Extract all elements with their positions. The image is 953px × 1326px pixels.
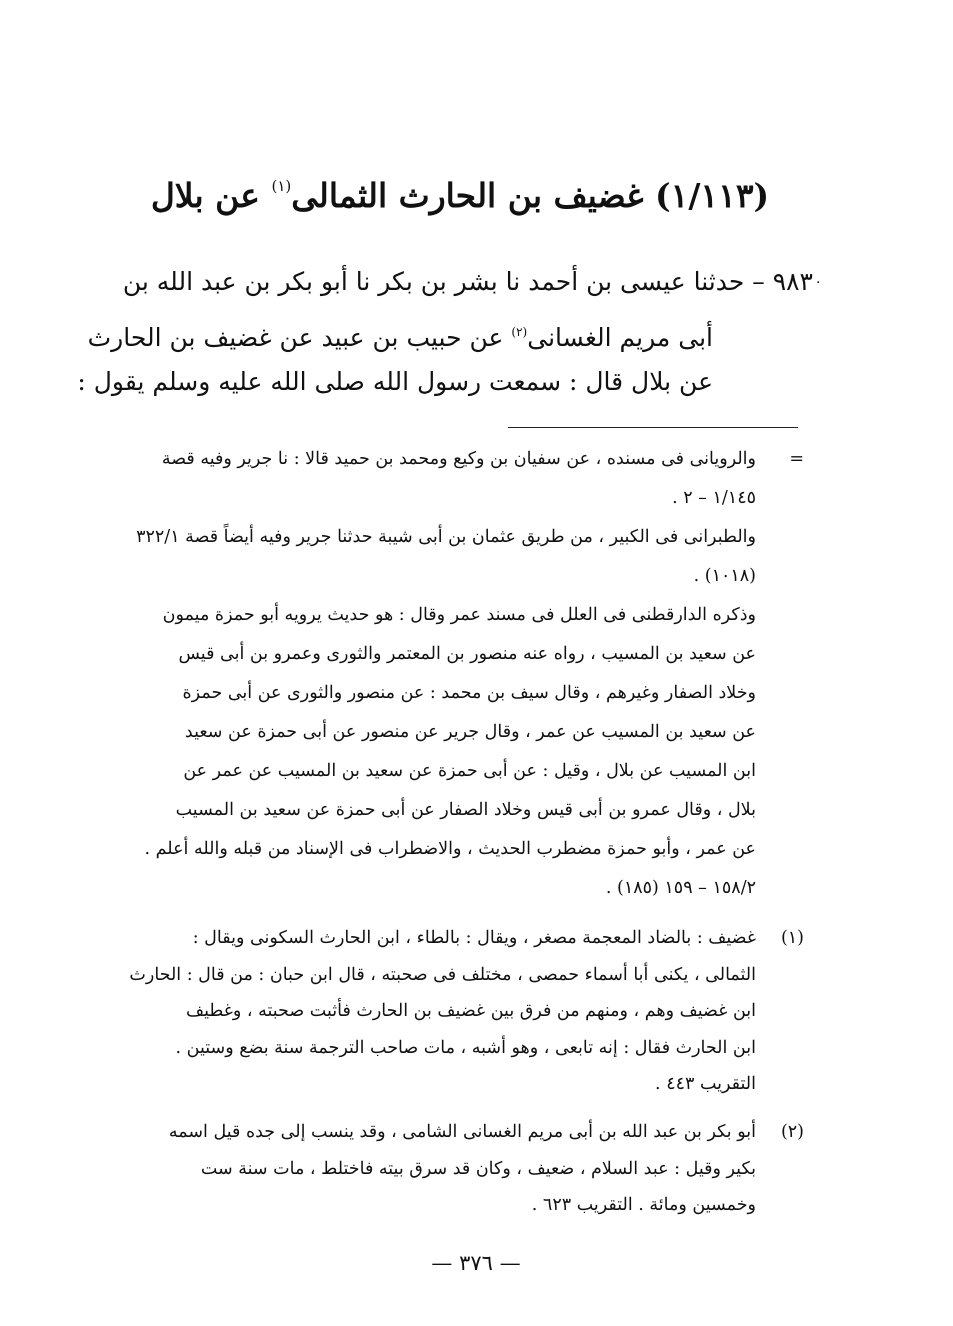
footnote-line <box>108 1114 804 1151</box>
chapter-title-end: عن بلال <box>150 176 260 215</box>
note-line: ابن المسيب عن بلال ، وقيل : عن أبى حمزة عن سعيد بن المسيب عن عمر عن <box>183 761 756 781</box>
hadith-line-1-text: حدثنا عيسى بن أحمد نا بشر بن بكر نا أبو بكر بن عبد الله بن <box>122 267 745 296</box>
hadith-line-2 <box>87 307 813 357</box>
note-line <box>108 440 804 479</box>
footnote-line: ابن غضيف وهم ، ومنهم من فرق بين غضيف بن الحارث فأثبت صحبته ، وغطيف <box>185 1001 756 1021</box>
note-line: والطبرانى فى الكبير ، من طريق عثمان بن أبى شيبة حدثنا جرير وفيه أيضاً قصة ٣٢٢/١ <box>136 527 756 547</box>
note-line-text: والرويانى فى مسنده ، عن سفيان بن وكيع ومحمد بن حميد قالا : نا جرير وفيه قصة <box>161 449 756 469</box>
footnote-line: بكير وقيل : عبد السلام ، ضعيف ، وكان قد سرق بيته فاختلط ، مات سنة ست <box>200 1158 756 1179</box>
carryover-footnote <box>108 440 804 908</box>
note-line: عن سعيد بن المسيب عن عمر ، وقال جرير عن منصور عن أبى حمزة عن سعيد <box>184 722 756 742</box>
chapter-title <box>150 158 770 224</box>
hadith-text <box>77 257 813 407</box>
footnote-line: ابن الحارث فقال : إنه تابعى ، وهو أشبه ، مات صاحب الترجمة سنة بضع وستين . <box>175 1037 756 1058</box>
footnote-1 <box>108 920 804 1103</box>
footnote-line: وخمسين ومائة . التقريب ٦٢٣ . <box>531 1195 756 1215</box>
hadith-line-2-text-a: أبى مريم الغسانى <box>527 323 713 352</box>
hadith-line-3: عن بلال قال : سمعت رسول الله صلى الله عليه وسلم يقول : <box>77 367 713 396</box>
page-number: — ٣٧٦ — <box>431 1251 521 1275</box>
note-line: وذكره الدارقطنى فى العلل فى مسند عمر وقال : هو حديث يرويه أبو حمزة ميمون <box>162 605 756 625</box>
note-line: بلال ، وقال عمرو بن أبى قيس وخلاد الصفار عن أبى حمزة عن سعيد بن المسيب <box>175 800 756 820</box>
hadith-line-1 <box>100 257 813 307</box>
footnote-marker: (٢) <box>780 1122 804 1142</box>
footnote-line: التقريب ٤٤٣ . <box>655 1074 756 1094</box>
footnote-2 <box>108 1114 804 1224</box>
footnote-separator <box>508 427 798 428</box>
footnote-marker: (١) <box>780 928 804 948</box>
hadith-line-2-text-b: عن حبيب بن عبيد عن غضيف بن الحارث <box>87 323 504 352</box>
continuation-marker: = <box>789 449 804 469</box>
note-line: وخلاد الصفار وغيرهم ، وقال سيف بن محمد : عن منصور والثورى عن أبى حمزة <box>182 683 756 703</box>
footnote-ref-2: (٢) <box>511 325 528 339</box>
note-line: عن عمر ، وأبو حمزة مضطرب الحديث ، والاضطراب فى الإسناد من قبله والله أعلم . <box>144 839 756 859</box>
footnote-line: الثمالى ، يكنى أبا أسماء حمصى ، مختلف فى صحبته ، قال ابن حبان : من قال : الحارث <box>129 964 756 985</box>
note-line: ١٥٨/٢ – ١٥٩ (١٨٥) . <box>605 878 756 898</box>
margin-dot: · <box>816 275 821 291</box>
footnote-line-text: أبو بكر بن عبد الله بن أبى مريم الغسانى الشامى ، وقد ينسب إلى جده قيل اسمه <box>168 1122 756 1142</box>
note-line: (١٠١٨) . <box>693 566 756 586</box>
footnote-line-text: غضيف : بالضاد المعجمة مصغر ، ويقال : بالطاء ، ابن الحارث السكونى ويقال : <box>192 928 756 948</box>
note-line: عن سعيد بن المسيب ، رواه عنه منصور بن المعتمر والثورى وعمرو بن أبى قيس <box>178 644 756 664</box>
hadith-number: ٩٨٣ – <box>752 267 813 296</box>
footnote-ref-1: (١) <box>271 177 292 195</box>
footnote-line <box>108 920 804 957</box>
chapter-title-text: (١/١١٣) غضيف بن الحارث الثمالى <box>291 176 770 215</box>
note-line: ١/١٤٥ – ٢ . <box>672 488 756 508</box>
